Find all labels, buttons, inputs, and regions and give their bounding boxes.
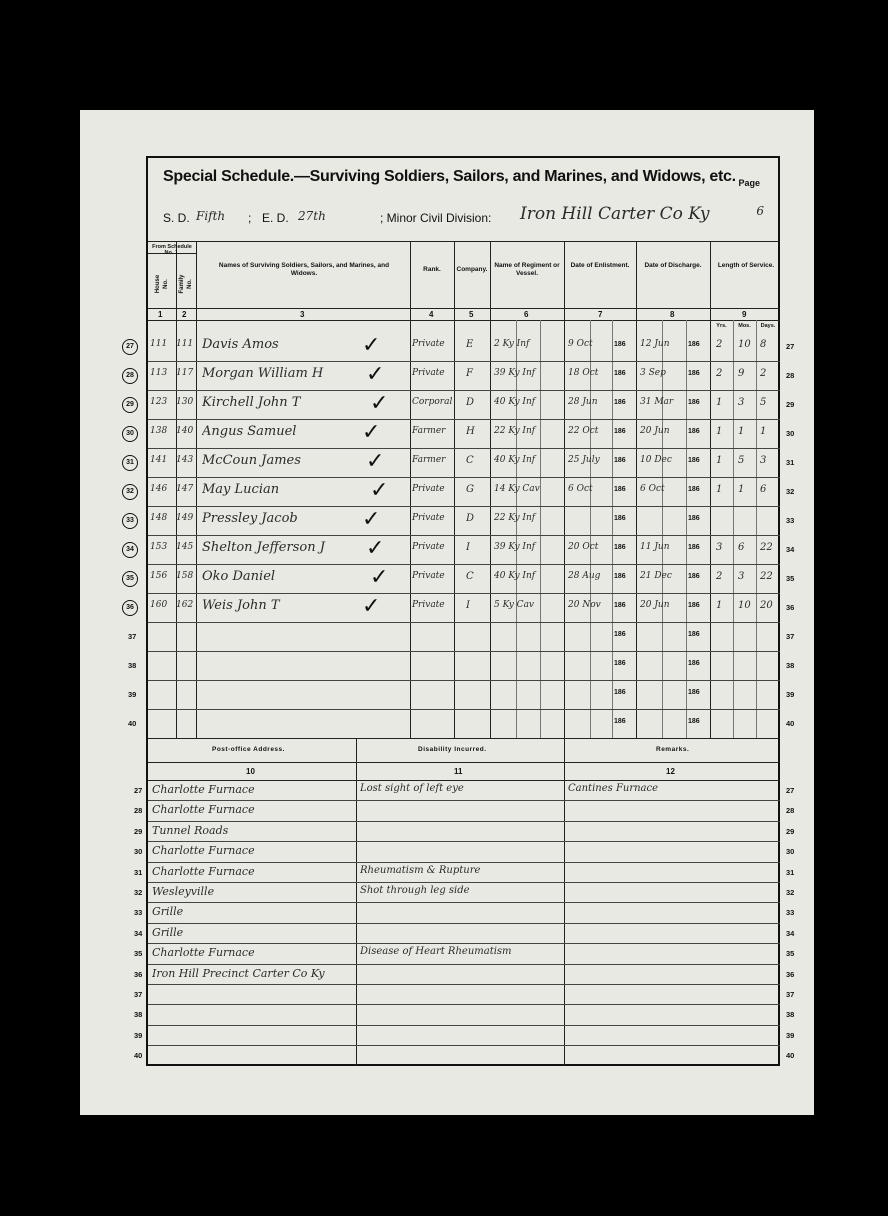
row-number: 32 bbox=[122, 484, 138, 500]
row-number: 28 bbox=[122, 368, 138, 384]
row-number-right: 30 bbox=[786, 429, 795, 438]
row-number: 36 bbox=[134, 970, 143, 979]
disability: Disease of Heart Rheumatism bbox=[360, 946, 512, 957]
row-number: 38 bbox=[128, 661, 137, 670]
company: F bbox=[466, 368, 473, 379]
enlistment-year: 186 bbox=[614, 689, 626, 696]
family-number: 162 bbox=[176, 600, 194, 610]
service-years: 2 bbox=[716, 368, 723, 379]
row-number: 28 bbox=[134, 806, 143, 815]
enlistment-year: 186 bbox=[614, 660, 626, 667]
row-number: 39 bbox=[128, 690, 137, 699]
service-years: 1 bbox=[716, 397, 723, 408]
service-days: 2 bbox=[760, 368, 767, 379]
regiment: 14 Ky Cav bbox=[494, 484, 540, 494]
discharge-date: 3 Sep bbox=[640, 368, 666, 378]
row-number-right: 37 bbox=[786, 990, 795, 999]
sd-label: S. D. bbox=[163, 211, 190, 225]
row-number-right: 39 bbox=[786, 690, 795, 699]
discharge-year: 186 bbox=[688, 602, 700, 609]
family-no-header: Family No. bbox=[179, 274, 193, 294]
soldier-name: May Lucian bbox=[202, 482, 280, 497]
check-mark-icon: ✓ bbox=[366, 362, 385, 387]
service-months: 3 bbox=[738, 571, 745, 582]
enlistment-date: 18 Oct bbox=[568, 368, 599, 378]
remarks: Cantines Furnace bbox=[568, 783, 659, 794]
form-title: Special Schedule.—Surviving Soldiers, Sailors, and Marines, and Widows, etc. bbox=[163, 168, 736, 185]
rank: Private bbox=[412, 339, 445, 349]
soldier-name: Morgan William H bbox=[202, 366, 324, 381]
service-years: 1 bbox=[716, 600, 723, 611]
post-office-address: Charlotte Furnace bbox=[152, 783, 255, 796]
service-days: 22 bbox=[760, 571, 773, 582]
post-office-address: Iron Hill Precinct Carter Co Ky bbox=[152, 967, 325, 980]
mcd-value: Iron Hill Carter Co Ky bbox=[520, 204, 710, 224]
discharge-date: 20 Jun bbox=[640, 426, 670, 436]
row-number: 27 bbox=[122, 339, 138, 355]
discharge-year: 186 bbox=[688, 515, 700, 522]
row-number-right: 28 bbox=[786, 371, 795, 380]
row-number-right: 33 bbox=[786, 908, 795, 917]
house-number: 113 bbox=[150, 368, 168, 378]
row-number: 27 bbox=[134, 786, 143, 795]
service-days: 5 bbox=[760, 397, 767, 408]
service-months: 9 bbox=[738, 368, 745, 379]
row-number-right: 27 bbox=[786, 786, 795, 795]
enlistment-year: 186 bbox=[614, 486, 626, 493]
service-months: 5 bbox=[738, 455, 745, 466]
check-mark-icon: ✓ bbox=[362, 420, 381, 445]
soldier-name: Angus Samuel bbox=[202, 424, 297, 439]
service-years: 1 bbox=[716, 455, 723, 466]
family-number: 117 bbox=[176, 368, 194, 378]
discharge-year: 186 bbox=[688, 370, 700, 377]
row-number-right: 33 bbox=[786, 516, 795, 525]
post-office-address: Grille bbox=[152, 905, 184, 918]
row-number: 40 bbox=[134, 1051, 143, 1060]
enlistment-year: 186 bbox=[614, 718, 626, 725]
regiment: 40 Ky Inf bbox=[494, 571, 536, 581]
discharge-date: 11 Jun bbox=[640, 542, 670, 552]
sd-value: Fifth bbox=[196, 209, 226, 223]
regiment: 22 Ky Inf bbox=[494, 513, 536, 523]
house-number: 123 bbox=[150, 397, 168, 407]
house-number: 156 bbox=[150, 571, 168, 581]
service-years: 3 bbox=[716, 542, 723, 553]
discharge-year: 186 bbox=[688, 573, 700, 580]
page-label: Page bbox=[738, 178, 760, 188]
enlistment-year: 186 bbox=[614, 573, 626, 580]
post-office-address: Tunnel Roads bbox=[152, 824, 229, 837]
company: G bbox=[466, 484, 474, 495]
enlistment-date: 28 Aug bbox=[568, 571, 601, 581]
discharge-year: 186 bbox=[688, 689, 700, 696]
post-office-address: Grille bbox=[152, 926, 184, 939]
row-number: 35 bbox=[122, 571, 138, 587]
row-number-right: 32 bbox=[786, 487, 795, 496]
check-mark-icon: ✓ bbox=[366, 449, 385, 474]
company: I bbox=[466, 600, 470, 611]
rank: Private bbox=[412, 542, 445, 552]
row-number: 37 bbox=[128, 632, 137, 641]
enlistment-year: 186 bbox=[614, 602, 626, 609]
service-months: 6 bbox=[738, 542, 745, 553]
house-number: 141 bbox=[150, 455, 168, 465]
discharge-year: 186 bbox=[688, 544, 700, 551]
discharge-date: 31 Mar bbox=[640, 397, 674, 407]
soldier-name: Kirchell John T bbox=[202, 395, 301, 410]
enlistment-date: 25 July bbox=[568, 455, 600, 465]
company: E bbox=[466, 339, 474, 350]
discharge-year: 186 bbox=[688, 486, 700, 493]
service-months: 10 bbox=[738, 600, 751, 611]
discharge-date: 12 Jun bbox=[640, 339, 670, 349]
row-number-right: 36 bbox=[786, 603, 795, 612]
service-months: 1 bbox=[738, 484, 745, 495]
row-number-right: 36 bbox=[786, 970, 795, 979]
row-number-right: 40 bbox=[786, 1051, 795, 1060]
enlistment-year: 186 bbox=[614, 399, 626, 406]
row-number-right: 28 bbox=[786, 806, 795, 815]
enlistment-year: 186 bbox=[614, 515, 626, 522]
row-number: 32 bbox=[134, 888, 143, 897]
enlistment-date: 9 Oct bbox=[568, 339, 593, 349]
check-mark-icon: ✓ bbox=[362, 594, 381, 619]
enlistment-year: 186 bbox=[614, 370, 626, 377]
row-number: 34 bbox=[122, 542, 138, 558]
regiment-header: Name of Regiment or Vessel. bbox=[494, 262, 560, 277]
row-number-right: 31 bbox=[786, 868, 795, 877]
enlistment-year: 186 bbox=[614, 544, 626, 551]
soldier-name: Shelton Jefferson J bbox=[202, 540, 325, 555]
company: C bbox=[466, 455, 474, 466]
disability: Lost sight of left eye bbox=[360, 783, 464, 794]
family-number: 140 bbox=[176, 426, 194, 436]
from-schedule-header: From Schedule No. 1. bbox=[152, 244, 192, 256]
soldier-name: McCoun James bbox=[202, 453, 301, 468]
service-years: 1 bbox=[716, 484, 723, 495]
row-number-right: 40 bbox=[786, 719, 795, 728]
row-number-right: 38 bbox=[786, 1010, 795, 1019]
enlistment-year: 186 bbox=[614, 631, 626, 638]
family-number: 147 bbox=[176, 484, 194, 494]
service-days: 6 bbox=[760, 484, 767, 495]
soldier-name: Pressley Jacob bbox=[202, 511, 298, 526]
discharge-date: 10 Dec bbox=[640, 455, 672, 465]
row-number-right: 27 bbox=[786, 342, 795, 351]
service-years: 1 bbox=[716, 426, 723, 437]
disability: Shot through leg side bbox=[360, 885, 470, 896]
enlistment-year: 186 bbox=[614, 341, 626, 348]
soldier-name: Oko Daniel bbox=[202, 569, 276, 584]
rank: Private bbox=[412, 513, 445, 523]
row-number-right: 35 bbox=[786, 949, 795, 958]
check-mark-icon: ✓ bbox=[370, 565, 389, 590]
house-number: 111 bbox=[150, 339, 168, 349]
soldier-name: Weis John T bbox=[202, 598, 280, 613]
service-days: 20 bbox=[760, 600, 773, 611]
discharge-year: 186 bbox=[688, 718, 700, 725]
remarks-header: Remarks. bbox=[656, 746, 690, 753]
post-office-header: Post-office Address. bbox=[212, 746, 285, 753]
rank: Farmer bbox=[412, 455, 446, 465]
service-months: 1 bbox=[738, 426, 745, 437]
company: I bbox=[466, 542, 470, 553]
ed-label: E. D. bbox=[262, 211, 289, 225]
house-number: 146 bbox=[150, 484, 168, 494]
house-number: 160 bbox=[150, 600, 168, 610]
rank-header: Rank. bbox=[423, 266, 441, 273]
service-days: 1 bbox=[760, 426, 767, 437]
check-mark-icon: ✓ bbox=[362, 333, 381, 358]
row-number-right: 30 bbox=[786, 847, 795, 856]
discharge-year: 186 bbox=[688, 428, 700, 435]
service-months: 3 bbox=[738, 397, 745, 408]
row-number-right: 31 bbox=[786, 458, 795, 467]
family-number: 158 bbox=[176, 571, 194, 581]
rank: Farmer bbox=[412, 426, 446, 436]
row-number: 33 bbox=[122, 513, 138, 529]
house-number: 153 bbox=[150, 542, 168, 552]
family-number: 149 bbox=[176, 513, 194, 523]
service-days: 8 bbox=[760, 339, 767, 350]
regiment: 39 Ky Inf bbox=[494, 542, 536, 552]
discharge-header: Date of Discharge. bbox=[644, 262, 702, 269]
ed-value: 27th bbox=[298, 209, 326, 223]
check-mark-icon: ✓ bbox=[370, 478, 389, 503]
row-number: 37 bbox=[134, 990, 143, 999]
row-number-right: 29 bbox=[786, 400, 795, 409]
enlistment-date: 20 Nov bbox=[568, 600, 601, 610]
check-mark-icon: ✓ bbox=[362, 507, 381, 532]
enlistment-date: 22 Oct bbox=[568, 426, 599, 436]
row-number-right: 39 bbox=[786, 1031, 795, 1040]
company-header: Company. bbox=[456, 266, 488, 273]
row-number: 30 bbox=[134, 847, 143, 856]
regiment: 40 Ky Inf bbox=[494, 397, 536, 407]
post-office-address: Charlotte Furnace bbox=[152, 946, 255, 959]
census-form: Special Schedule.—Surviving Soldiers, Sailors, and Marines, and Widows, etc. Page 6 S. D. Fifth ; E. D. 27th ; Minor Civil Division: Iron Hill Carter Co Ky From Schedule No. 1. House No. Family No. Names of Surviving Soldiers, Sailors, and Marines, and Widows. Rank. Company. Name of Regiment or Vessel. Date of Enlistment. Date of Discharge. Length of Service. 1 2 3 4 5 6 7 8 9 Yrs. Mos. Days. Post-office Address. Disability Incurred. Remarks. 10 11 12 27 27 111 111 Davis Amos ✓ Private E 2 Ky Inf 9 Oct 186 12 Jun 186 2 10 8 28 28 113 117 Morgan William H ✓ Private F 39 Ky Inf 18 Oct 186 3 Sep 186 2 9 2 29 29 123 130 Kirchell John T ✓ Corporal D 40 Ky Inf 28 Jun 186 31 Mar 186 1 3 5 30 30 138 140 Angus Samuel ✓ Farmer H 22 Ky Inf 22 Oct 186 20 Jun 186 1 1 1 31 31 141 143 McCoun James ✓ Farmer C 40 Ky Inf 25 July 186 10 Dec 186 1 5 3 32 32 146 147 May Lucian ✓ Private G 14 Ky Cav 6 Oct 186 6 Oct 186 1 1 6 33 33 148 149 Pressley Jacob ✓ Private D 22 Ky Inf 186 186 34 34 153 145 Shelton Jefferson J ✓ Private I 39 Ky Inf 20 Oct 186 11 Jun 186 3 6 22 35 35 156 158 Oko Daniel ✓ Private C 40 Ky Inf 28 Aug 186 21 Dec 186 2 3 22 36 36 160 162 Weis John T ✓ Private I 5 Ky Cav 20 Nov 186 20 Jun 186 1 10 20 37 37 186 186 38 38 186 186 39 39 186 186 40 40 186 186 27 27 Charlotte Furnace Lost sight of left eye Cantines Furnace 28 28 Charlotte Furnace 29 29 Tunnel Roads 30 30 Charlotte Furnace 31 31 Charlotte Furnace Rheumatism & Rupture 32 32 Wesleyville Shot through leg side 33 33 Grille 34 34 Grille 35 35 Charlotte Furnace Disease of Heart Rheumatism 36 36 Iron Hill Precinct Carter Co Ky 37 37 38 38 39 39 40 40 bbox=[146, 156, 780, 1066]
family-number: 111 bbox=[176, 339, 194, 349]
row-number: 31 bbox=[134, 868, 143, 877]
row-number: 39 bbox=[134, 1031, 143, 1040]
row-number-right: 38 bbox=[786, 661, 795, 670]
row-number: 38 bbox=[134, 1010, 143, 1019]
service-years: 2 bbox=[716, 571, 723, 582]
row-number: 31 bbox=[122, 455, 138, 471]
family-number: 143 bbox=[176, 455, 194, 465]
enlistment-year: 186 bbox=[614, 457, 626, 464]
rank: Corporal bbox=[412, 397, 453, 407]
row-number: 33 bbox=[134, 908, 143, 917]
rank: Private bbox=[412, 571, 445, 581]
row-number: 34 bbox=[134, 929, 143, 938]
names-header: Names of Surviving Soldiers, Sailors, and Marines, and Widows. bbox=[218, 262, 390, 277]
service-header: Length of Service. bbox=[717, 262, 775, 269]
row-number: 35 bbox=[134, 949, 143, 958]
rank: Private bbox=[412, 600, 445, 610]
row-number-right: 32 bbox=[786, 888, 795, 897]
row-number-right: 35 bbox=[786, 574, 795, 583]
row-number-right: 37 bbox=[786, 632, 795, 641]
discharge-date: 21 Dec bbox=[640, 571, 672, 581]
discharge-date: 20 Jun bbox=[640, 600, 670, 610]
post-office-address: Wesleyville bbox=[152, 885, 215, 898]
mcd-label: ; Minor Civil Division: bbox=[380, 211, 492, 225]
company: D bbox=[466, 513, 475, 524]
regiment: 5 Ky Cav bbox=[494, 600, 535, 610]
enlistment-date: 20 Oct bbox=[568, 542, 599, 552]
regiment: 22 Ky Inf bbox=[494, 426, 536, 436]
service-days: 3 bbox=[760, 455, 767, 466]
service-days: 22 bbox=[760, 542, 773, 553]
page-value: 6 bbox=[756, 204, 764, 218]
discharge-date: 6 Oct bbox=[640, 484, 665, 494]
company: H bbox=[466, 426, 475, 437]
disability-header: Disability Incurred. bbox=[418, 746, 487, 753]
discharge-year: 186 bbox=[688, 631, 700, 638]
regiment: 39 Ky Inf bbox=[494, 368, 536, 378]
company: C bbox=[466, 571, 474, 582]
soldier-name: Davis Amos bbox=[202, 337, 279, 352]
regiment: 2 Ky Inf bbox=[494, 339, 530, 349]
rank: Private bbox=[412, 484, 445, 494]
discharge-year: 186 bbox=[688, 457, 700, 464]
check-mark-icon: ✓ bbox=[370, 391, 389, 416]
post-office-address: Charlotte Furnace bbox=[152, 844, 255, 857]
post-office-address: Charlotte Furnace bbox=[152, 803, 255, 816]
discharge-year: 186 bbox=[688, 660, 700, 667]
post-office-address: Charlotte Furnace bbox=[152, 865, 255, 878]
discharge-year: 186 bbox=[688, 399, 700, 406]
discharge-year: 186 bbox=[688, 341, 700, 348]
service-years: 2 bbox=[716, 339, 723, 350]
house-no-header: House No. bbox=[155, 274, 169, 294]
row-number-right: 34 bbox=[786, 929, 795, 938]
company: D bbox=[466, 397, 475, 408]
row-number-right: 34 bbox=[786, 545, 795, 554]
enlistment-date: 6 Oct bbox=[568, 484, 593, 494]
enlistment-year: 186 bbox=[614, 428, 626, 435]
census-sheet bbox=[80, 110, 814, 1115]
enlistment-header: Date of Enlistment. bbox=[570, 262, 630, 269]
row-number: 29 bbox=[134, 827, 143, 836]
row-number: 29 bbox=[122, 397, 138, 413]
house-number: 148 bbox=[150, 513, 168, 523]
service-months: 10 bbox=[738, 339, 751, 350]
family-number: 130 bbox=[176, 397, 194, 407]
rank: Private bbox=[412, 368, 445, 378]
family-number: 145 bbox=[176, 542, 194, 552]
row-number: 30 bbox=[122, 426, 138, 442]
row-number-right: 29 bbox=[786, 827, 795, 836]
check-mark-icon: ✓ bbox=[366, 536, 385, 561]
regiment: 40 Ky Inf bbox=[494, 455, 536, 465]
row-number: 40 bbox=[128, 719, 137, 728]
enlistment-date: 28 Jun bbox=[568, 397, 598, 407]
house-number: 138 bbox=[150, 426, 168, 436]
row-number: 36 bbox=[122, 600, 138, 616]
disability: Rheumatism & Rupture bbox=[360, 865, 481, 876]
